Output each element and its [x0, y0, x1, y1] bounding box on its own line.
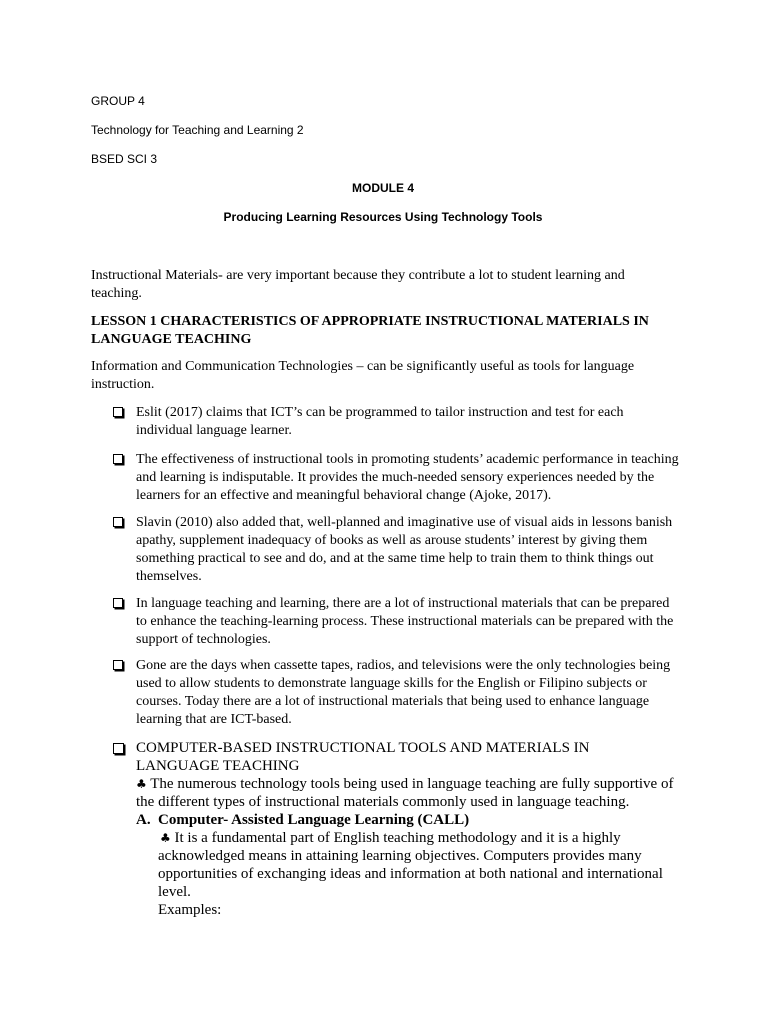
- bullet-text: Eslit (2017) claims that ICT’s can be programmed to tailor instruction and test for each individual language learner.: [136, 405, 624, 438]
- club-icon: ♣: [136, 777, 147, 791]
- call-description: [158, 829, 673, 901]
- module-title: Producing Learning Resources Using Technology Tools: [223, 210, 543, 224]
- computer-based-description: [136, 775, 676, 811]
- module-number: MODULE 4: [351, 181, 414, 195]
- intro-paragraph: Instructional Materials- are very important because they contribute a lot to student learning and teaching.: [91, 268, 625, 301]
- checkbox-bullet-icon: [113, 517, 123, 527]
- computer-based-heading: COMPUTER-BASED INSTRUCTIONAL TOOLS AND MATERIALS IN LANGUAGE TEACHING: [136, 740, 590, 774]
- description-text: It is a fundamental part of English teaching methodology and it is a highly acknowledged means in attaining learning objectives. Computers provides many opportunities of exchanging ideas and information at both national and international level.: [158, 830, 663, 900]
- club-icon: ♣: [160, 831, 171, 845]
- call-item-heading: [136, 811, 469, 829]
- bullet-text: In language teaching and learning, there are a lot of instructional materials that can be prepared to enhance the teaching-learning process. These instructional materials can be prepared with the support of technologies.: [136, 596, 674, 647]
- checkbox-bullet-icon: [113, 660, 123, 670]
- description-text: The numerous technology tools being used in language teaching are fully supportive of the different types of instructional materials commonly used in language teaching.: [136, 776, 674, 810]
- group-label: GROUP 4: [91, 94, 145, 108]
- ict-definition: Information and Communication Technologies – can be significantly useful as tools for language instruction.: [91, 359, 635, 392]
- item-letter: A.: [136, 812, 151, 828]
- bullet-text: The effectiveness of instructional tools in promoting students’ academic performance in teaching and learning is indisputable. It provides the much-needed sensory experiences needed by the learners for an effective and meaningful behavioral change (Ajoke, 2017).: [136, 452, 679, 503]
- item-title: Computer- Assisted Language Learning (CALL): [158, 812, 470, 828]
- bullet-text: Gone are the days when cassette tapes, radios, and televisions were the only technologies being used to allow students to demonstrate language skills for the English or Filipino subjects or courses. Today there are a lot of instructional materials that being used to enhance language learning that are ICT-based.: [136, 658, 671, 727]
- bullet-text: Slavin (2010) also added that, well-planned and imaginative use of visual aids in lessons banish apathy, supplement inadequacy of books as well as arouse students’ interest by giving them something practical to see and do, and at the same time help to train them to think things out themselves.: [136, 515, 673, 584]
- examples-label: Examples:: [158, 902, 222, 918]
- checkbox-bullet-icon: [113, 598, 123, 608]
- checkbox-bullet-icon: [113, 454, 123, 464]
- course-title: Technology for Teaching and Learning 2: [91, 123, 304, 137]
- checkbox-bullet-icon: [113, 407, 123, 417]
- checkbox-bullet-icon: [113, 743, 124, 754]
- lesson-1-heading: LESSON 1 CHARACTERISTICS OF APPROPRIATE INSTRUCTIONAL MATERIALS IN LANGUAGE TEACHING: [91, 314, 649, 347]
- section-label: BSED SCI 3: [91, 152, 158, 166]
